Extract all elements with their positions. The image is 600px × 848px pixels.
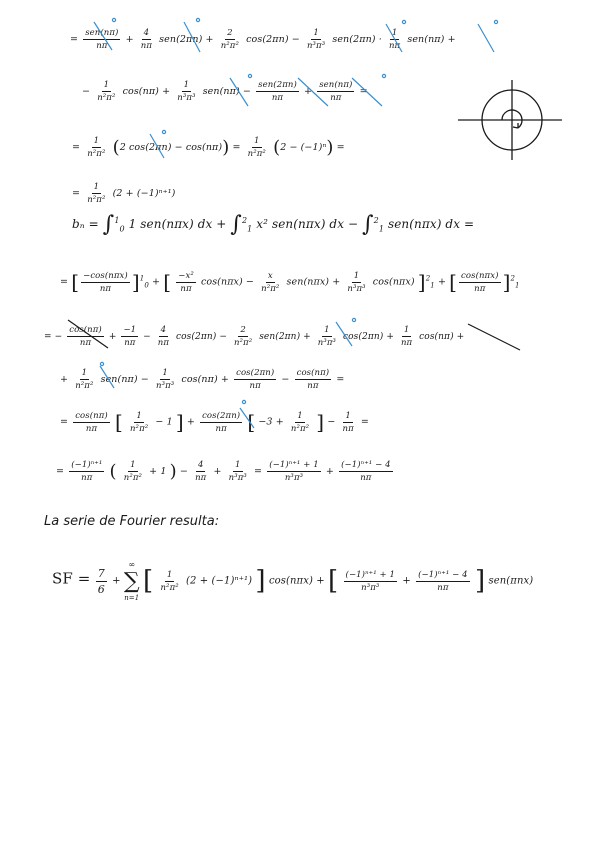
fraction: $\frac{\text{sen(2πn)}}{n\pi}$ (258, 80, 297, 103)
fourier-series-result: SF = $\frac{7}{6}$ + ∞ ∑ n=1 [ $\frac{1}{\text{n²π²}}$ (2 + (−1)ⁿ⁺¹) ] cos(nπx) + [ $\frac{\text{(−1)ⁿ⁺¹ + 1}}{\text{n³π³}}$ + $\frac{\text{(−1)ⁿ⁺¹ − 4}}{n\pi}$ ] sen(πnx) (52, 560, 534, 602)
equation-line-10: = $\frac{\text{(−1)ⁿ⁺¹}}{n\pi}$ ( $\frac{1}{\text{n²π²}}$ + 1 ) − $\frac{4}{n\pi}$ + $\frac{1}{\text{n³π³}}$ = $\frac{\text{(−1)ⁿ⁺¹ + 1}}{\text{n³π³}}$ + $\frac{\text{(−1)ⁿ⁺¹ − 4}}{n\pi}$ (56, 460, 391, 483)
fraction: $\frac{1}{\text{n³π³}}$ (347, 270, 366, 294)
fraction: $\frac{\cos(n\pi)}{n\pi}$ (69, 325, 102, 348)
fraction: $\frac{1}{\text{n²π²}}$ (290, 410, 310, 434)
fraction: $\frac{1}{\text{n³π³}}$ (228, 460, 247, 483)
fraction: $\frac{1}{\text{n²π²}}$ (129, 410, 149, 434)
fraction: $\frac{\text{cos(nπx)}}{n\pi}$ (461, 270, 499, 294)
fraction: $\frac{1}{\text{n³π³}}$ (156, 368, 175, 391)
fraction: $\frac{1}{\text{n³π³}}$ (177, 80, 196, 103)
fraction: $\frac{\cos(n\pi)}{n\pi}$ (296, 368, 330, 391)
fraction: $\frac{1}{\text{n²π²}}$ (75, 368, 94, 391)
fraction: $\frac{1}{\text{n³π³}}$ (317, 325, 337, 348)
fraction: $\frac{\text{(−1)ⁿ⁺¹ − 4}}{n\pi}$ (341, 460, 391, 483)
unit-circle-diagram (458, 80, 562, 160)
fraction: $\frac{-1}{n\pi}$ (123, 325, 137, 348)
fraction: $\frac{1}{n\pi}$ (388, 28, 401, 51)
equation-line-2: − $\frac{1}{\text{n²π²}}$ cos(nπ) + $\frac{1}{\text{n³π³}}$ sen(nπ) − $\frac{\text{sen(2πn)}}{n\pi}$ + $\frac{\text{sen(nπ)}}{n\pi}$ = (82, 80, 368, 103)
equation-line-9: = $\frac{\cos(n\pi)}{n\pi}$ [ $\frac{1}{\text{n²π²}}$ − 1 ] + $\frac{\cos(2\pi n)}{n\pi}$ [ −3 + $\frac{1}{\text{n²π²}}$ ] − $\frac{1}{n\pi}$ = (60, 410, 369, 434)
fraction: $\frac{2}{\text{n²π²}}$ (233, 325, 253, 348)
fraction: $\frac{1}{\text{n³π³}}$ (306, 28, 326, 51)
fraction: $\frac{1}{n\pi}$ (400, 325, 413, 348)
equals-sign: = (70, 34, 79, 45)
fraction: $\frac{1}{\text{n²π²}}$ (87, 136, 106, 159)
fraction: $\frac{4}{n\pi}$ (157, 325, 170, 348)
fraction: $\frac{\text{−x²}}{n\pi}$ (178, 270, 194, 294)
fraction: $\frac{1}{\text{n²π²}}$ (87, 182, 106, 205)
fraction: $\frac{\text{(−1)ⁿ⁺¹ + 1}}{\text{n³π³}}$ (345, 569, 396, 593)
equation-line-1: = $\frac{\text{sen(nπ)}}{n\pi}$ + $\frac{4}{n\pi}$ sen(2πn) + $\frac{2}{\text{n²π²}}$ cos(2πn) − $\frac{1}{\text{n³π³}}$ sen(2πn) · $\frac{1}{n\pi}$ sen(nπ) + (70, 28, 456, 51)
fraction: $\frac{2}{\text{n²π²}}$ (220, 28, 239, 51)
fraction: $\frac{\text{(−1)ⁿ⁺¹ − 4}}{n\pi}$ (418, 569, 468, 593)
fourier-series-heading: La serie de Fourier resulta: (44, 514, 220, 529)
equation-line-8: + $\frac{1}{\text{n²π²}}$ sen(nπ) − $\frac{1}{\text{n³π³}}$ cos(nπ) + $\frac{\cos(2\pi n)}{n\pi}$ − $\frac{\cos(n\pi)}{n\pi}$ = (60, 368, 345, 391)
fraction: $\frac{4}{n\pi}$ (140, 28, 153, 51)
fraction: $\frac{1}{n\pi}$ (342, 410, 354, 434)
fraction: $\frac{\cos(2\pi n)}{n\pi}$ (236, 368, 275, 391)
fraction: $\frac{1}{\text{n²π²}}$ (160, 569, 179, 593)
equation-line-bn: bₙ = ∫$^1_0$ 1 sen(nπx) dx + ∫$^2_1$ x² sen(nπx) dx − ∫$^2_1$ sen(nπx) dx = (72, 212, 475, 237)
fraction: $\frac{1}{\text{n²π²}}$ (123, 460, 143, 483)
integral-sign: ∫ (230, 212, 242, 237)
fraction: $\frac{\text{sen(nπ)}}{n\pi}$ (319, 80, 353, 103)
fraction: $\frac{7}{6}$ (97, 566, 105, 596)
fraction: $\frac{\text{−cos(nπx)}}{n\pi}$ (83, 270, 128, 294)
bn-label: bₙ = (72, 217, 99, 231)
fraction: $\frac{1}{\text{n²π²}}$ (247, 136, 266, 159)
fraction: $\frac{\cos(2\pi n)}{n\pi}$ (202, 410, 241, 434)
equation-line-6: = [ $\frac{\text{−cos(nπx)}}{n\pi}$ ]$^1_0$ + [ $\frac{\text{−x²}}{n\pi}$ cos(nπx) − $\frac{x}{\text{n²π²}}$ sen(nπx) + $\frac{1}{\text{n³π³}}$ cos(nπx) ]$^2_1$ + [ $\frac{\text{cos(nπx)}}{n\pi}$ ]$^2_1$ (60, 270, 520, 294)
fraction: $\frac{1}{\text{n²π²}}$ (97, 80, 116, 103)
fraction: $\frac{x}{\text{n²π²}}$ (261, 270, 280, 294)
integral-sign: ∫ (102, 212, 115, 237)
fraction: $\frac{4}{n\pi}$ (195, 460, 207, 483)
fraction: $\frac{\text{(−1)ⁿ⁺¹}}{n\pi}$ (71, 460, 103, 483)
fraction: $\frac{\text{sen(nπ)}}{n\pi}$ (85, 28, 119, 51)
sigma-icon: ∑ (123, 569, 140, 594)
equation-line-3: = $\frac{1}{\text{n²π²}}$ (2 cos(2πn) − cos(nπ)) = $\frac{1}{\text{n²π²}}$ (2 − (−1)ⁿ) = (72, 136, 345, 159)
cancel-marks (68, 18, 520, 428)
fraction: $\frac{\text{(−1)ⁿ⁺¹ + 1}}{\text{n³π³}}$ (269, 460, 319, 483)
integral-sign: ∫ (362, 212, 374, 237)
equation-line-4: = $\frac{1}{\text{n²π²}}$ (2 + (−1)ⁿ⁺¹) (72, 182, 176, 205)
fraction: $\frac{\cos(n\pi)}{n\pi}$ (75, 410, 108, 434)
equation-line-7: = − $\frac{\cos(n\pi)}{n\pi}$ + $\frac{-1}{n\pi}$ − $\frac{4}{n\pi}$ cos(2πn) − $\frac{2}{\text{n²π²}}$ sen(2πn) + $\frac{1}{\text{n³π³}}$ cos(2πn) + $\frac{1}{n\pi}$ cos(nπ) + (44, 325, 465, 348)
summation: ∞ ∑ n=1 (123, 560, 140, 602)
